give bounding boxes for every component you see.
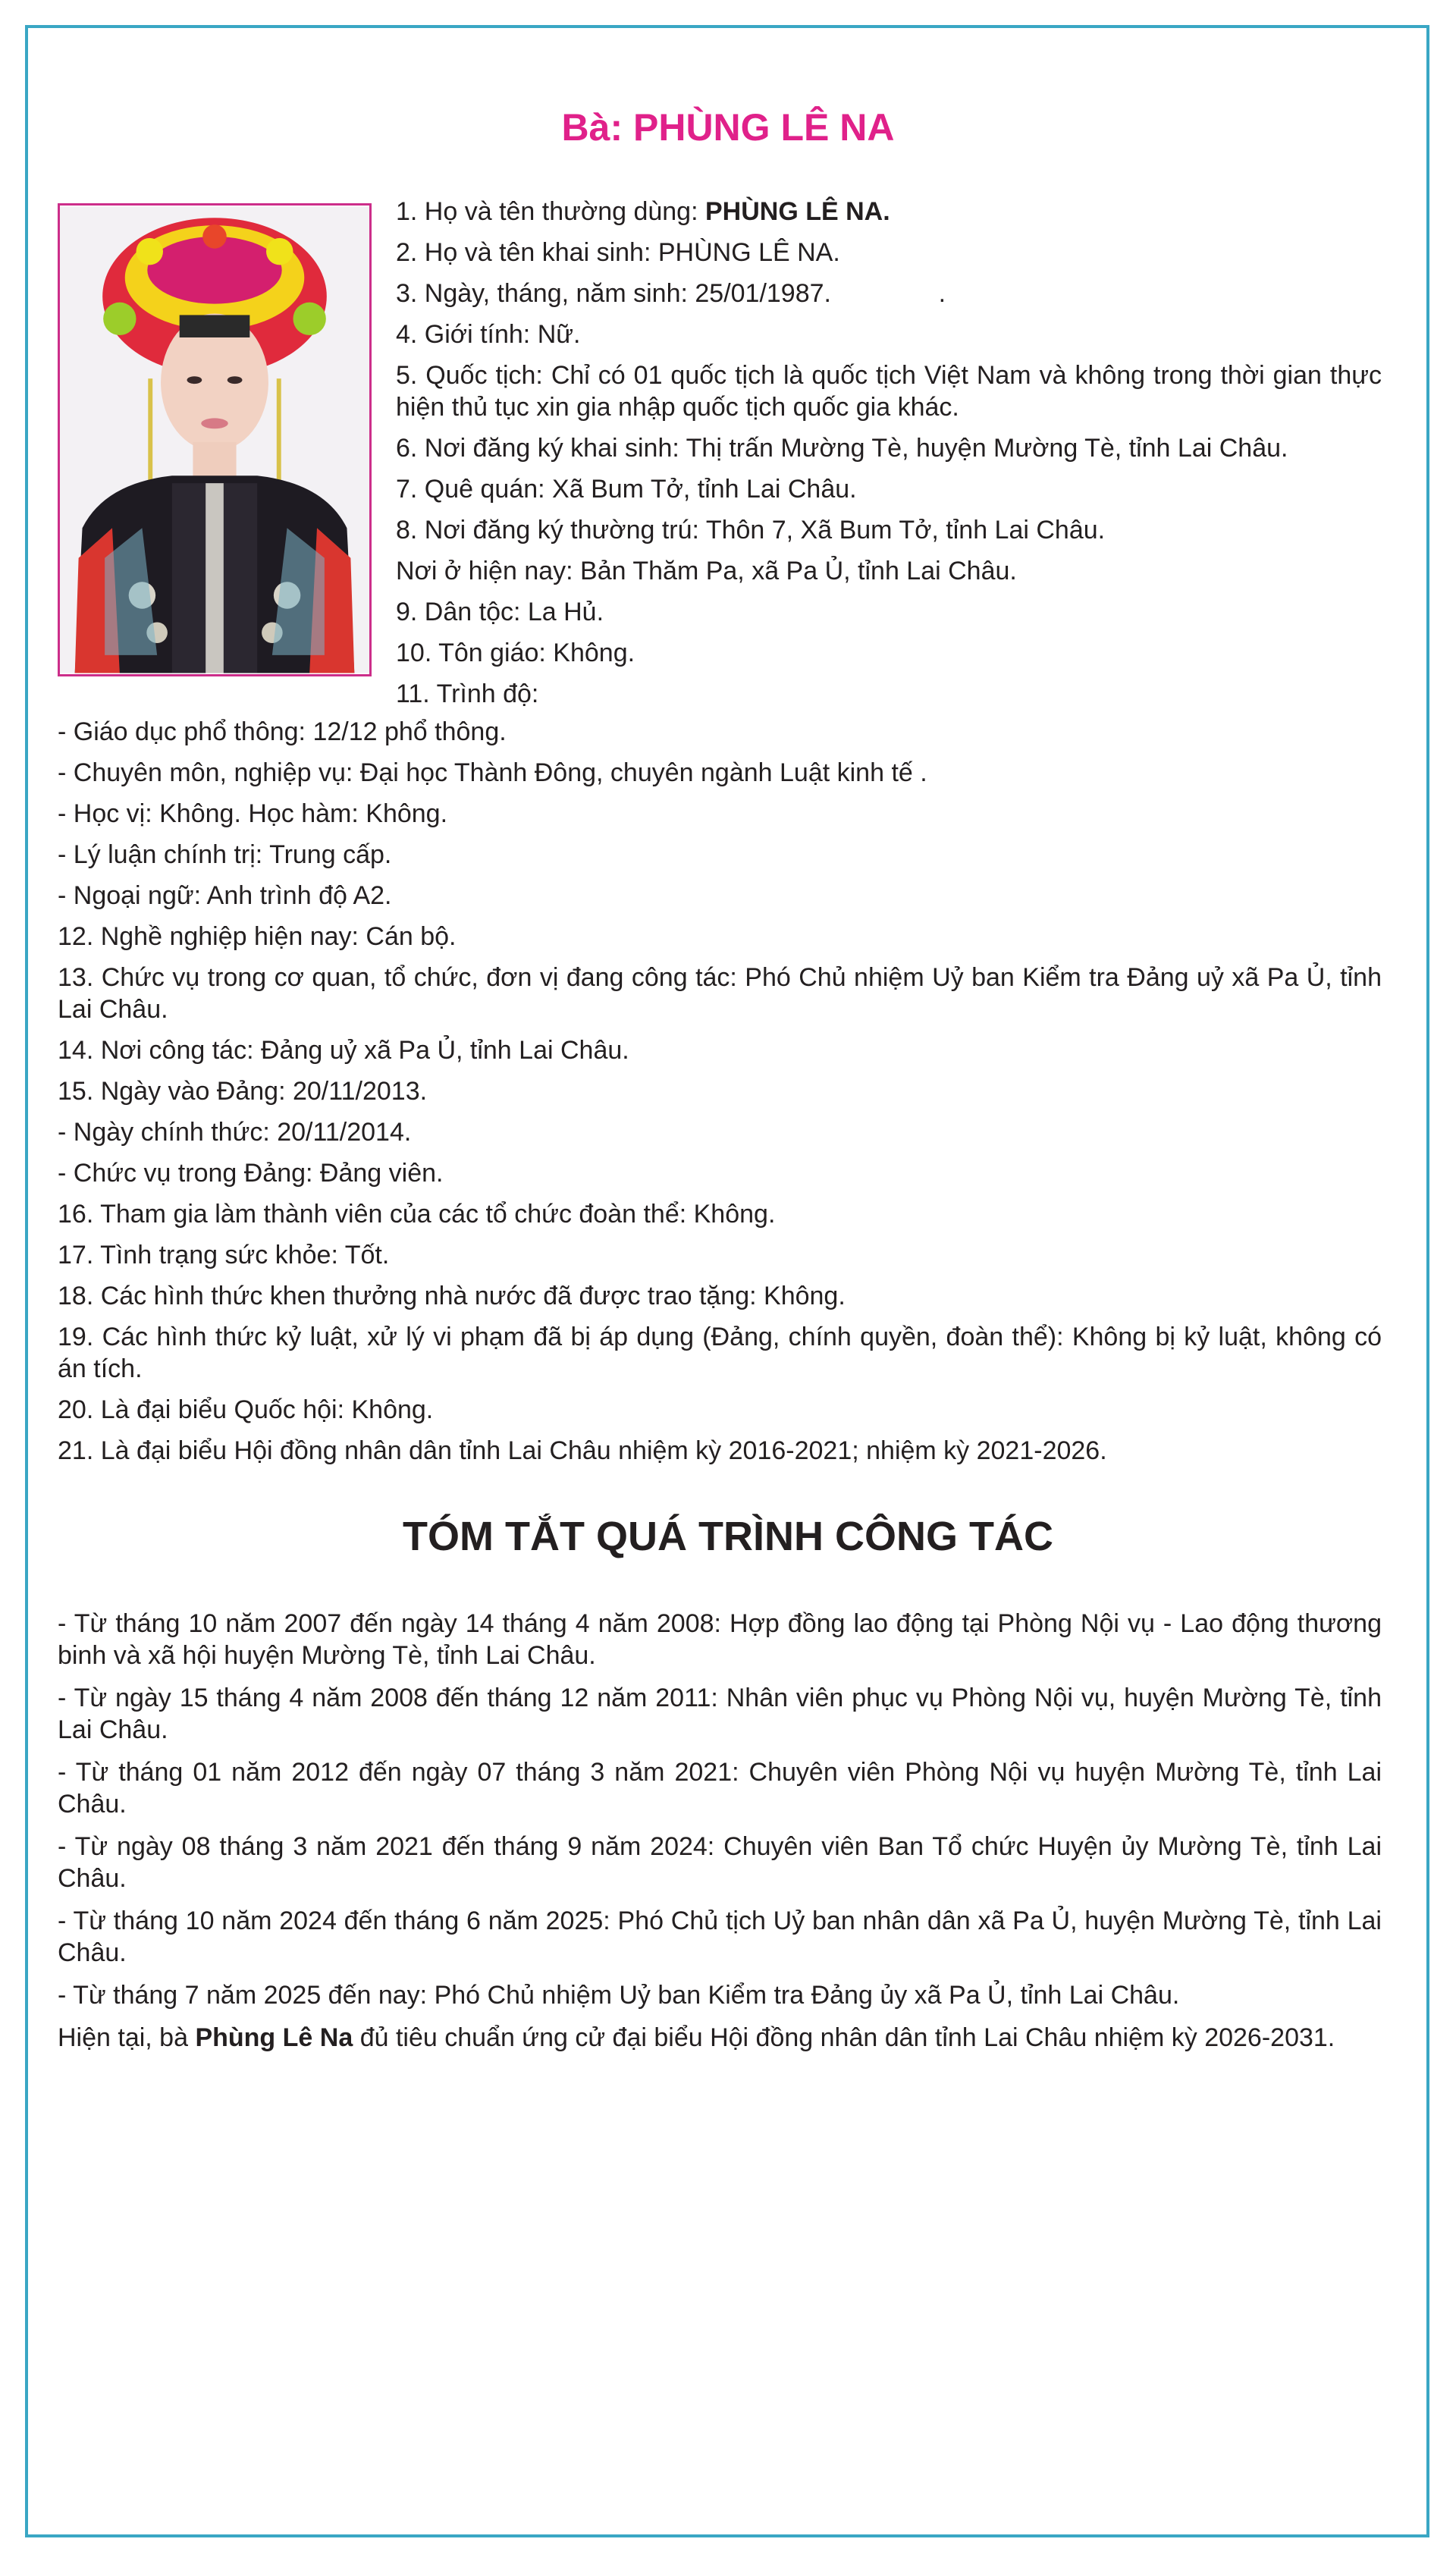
info-item: - Chuyên môn, nghiệp vụ: Đại học Thành Đông, chuyên ngành Luật kinh tế . (58, 758, 927, 787)
info-item: 18. Các hình thức khen thưởng nhà nước đã được trao tặng: Không. (58, 1282, 846, 1310)
info-item: 11. Trình độ: (396, 679, 539, 708)
info-item: 10. Tôn giáo: Không. (396, 639, 635, 667)
info-item: - Ngoại ngữ: Anh trình độ A2. (58, 881, 392, 910)
info-item: 8. Nơi đăng ký thường trú: Thôn 7, Xã Bum Tở, tỉnh Lai Châu. (396, 516, 1106, 544)
info-item: 19. Các hình thức kỷ luật, xử lý vi phạm đã bị áp dụng (Đảng, chính quyền, đoàn thể): Không bị kỷ luật, không có án tích. (58, 1323, 1382, 1383)
info-item: 12. Nghề nghiệp hiện nay: Cán bộ. (58, 922, 457, 951)
info-item: 20. Là đại biểu Quốc hội: Không. (58, 1395, 434, 1424)
career-item: - Từ ngày 08 tháng 3 năm 2021 đến tháng 9 năm 2024: Chuyên viên Ban Tổ chức Huyện ủy Mường Tè, tỉnh Lai Châu. (58, 1832, 1382, 1893)
career-summary (58, 1608, 1382, 2064)
info-item: 3. Ngày, tháng, năm sinh: 25/01/1987. . (396, 279, 946, 308)
portrait-image (60, 206, 369, 674)
info-item: - Chức vụ trong Đảng: Đảng viên. (58, 1159, 444, 1188)
portrait-photo (58, 203, 372, 676)
full-name: PHÙNG LÊ NA. (704, 197, 890, 226)
page-title: Bà: PHÙNG LÊ NA (561, 106, 895, 149)
career-item: - Từ tháng 7 năm 2025 đến nay: Phó Chủ nhiệm Uỷ ban Kiểm tra Đảng ủy xã Pa Ủ, tỉnh Lai Châu. (58, 1981, 1180, 2010)
personal-info-top (396, 196, 1382, 719)
career-item: - Từ tháng 10 năm 2024 đến tháng 6 năm 2025: Phó Chủ tịch Uỷ ban nhân dân xã Pa Ủ, huyện Mường Tè, tỉnh Lai Châu. (58, 1907, 1382, 1967)
info-item: 6. Nơi đăng ký khai sinh: Thị trấn Mường Tè, huyện Mường Tè, tỉnh Lai Châu. (396, 434, 1288, 463)
career-item: - Từ tháng 01 năm 2012 đến ngày 07 tháng 3 năm 2021: Chuyên viên Phòng Nội vụ huyện Mường Tè, tỉnh Lai Châu. (58, 1758, 1382, 1819)
personal-info-full (58, 716, 1382, 1476)
career-item: - Từ ngày 15 tháng 4 năm 2008 đến tháng 12 năm 2011: Nhân viên phục vụ Phòng Nội vụ, huyện Mường Tè, tỉnh Lai Châu. (58, 1684, 1382, 1744)
career-section-title: TÓM TẮT QUÁ TRÌNH CÔNG TÁC (403, 1514, 1053, 1559)
info-item: 17. Tình trạng sức khỏe: Tốt. (58, 1241, 390, 1269)
info-item: 15. Ngày vào Đảng: 20/11/2013. (58, 1077, 428, 1106)
info-item: 14. Nơi công tác: Đảng uỷ xã Pa Ủ, tỉnh Lai Châu. (58, 1036, 629, 1065)
info-item: 9. Dân tộc: La Hủ. (396, 598, 604, 626)
info-item: 13. Chức vụ trong cơ quan, tổ chức, đơn vị đang công tác: Phó Chủ nhiệm Uỷ ban Kiểm tra Đảng uỷ xã Pa Ủ, tỉnh Lai Châu. (58, 963, 1382, 1024)
info-item: 4. Giới tính: Nữ. (396, 320, 581, 349)
info-item: 5. Quốc tịch: Chỉ có 01 quốc tịch là quốc tịch Việt Nam và không trong thời gian thực hiện thủ tục xin gia nhập quốc tịch quốc gia khác. (396, 361, 1382, 422)
info-item: 16. Tham gia làm thành viên của các tổ chức đoàn thể: Không. (58, 1200, 776, 1229)
info-item: - Giáo dục phổ thông: 12/12 phổ thông. (58, 717, 507, 746)
info-item: - Học vị: Không. Học hàm: Không. (58, 799, 448, 828)
info-item: 21. Là đại biểu Hội đồng nhân dân tỉnh Lai Châu nhiệm kỳ 2016-2021; nhiệm kỳ 2021-2026. (58, 1436, 1107, 1465)
info-item: - Ngày chính thức: 20/11/2014. (58, 1118, 412, 1147)
info-item: 7. Quê quán: Xã Bum Tở, tỉnh Lai Châu. (396, 475, 857, 504)
info-item: - Lý luận chính trị: Trung cấp. (58, 840, 392, 869)
info-item: Nơi ở hiện nay: Bản Thăm Pa, xã Pa Ủ, tỉnh Lai Châu. (396, 557, 1017, 585)
info-item: 2. Họ và tên khai sinh: PHÙNG LÊ NA. (396, 238, 840, 267)
conclusion: Hiện tại, bà Phùng Lê Na đủ tiêu chuẩn ứng cử đại biểu Hội đồng nhân dân tỉnh Lai Châu nhiệm kỳ 2026-2031. (58, 2023, 1335, 2052)
career-item: - Từ tháng 10 năm 2007 đến ngày 14 tháng 4 năm 2008: Hợp đồng lao động tại Phòng Nội vụ - Lao động thương binh và xã hội huyện Mường Tè, tỉnh Lai Châu. (58, 1609, 1382, 1670)
candidate-name: Phùng Lê Na (195, 2023, 353, 2052)
info-item: 1. Họ và tên thường dùng: PHÙNG LÊ NA. (396, 197, 890, 226)
